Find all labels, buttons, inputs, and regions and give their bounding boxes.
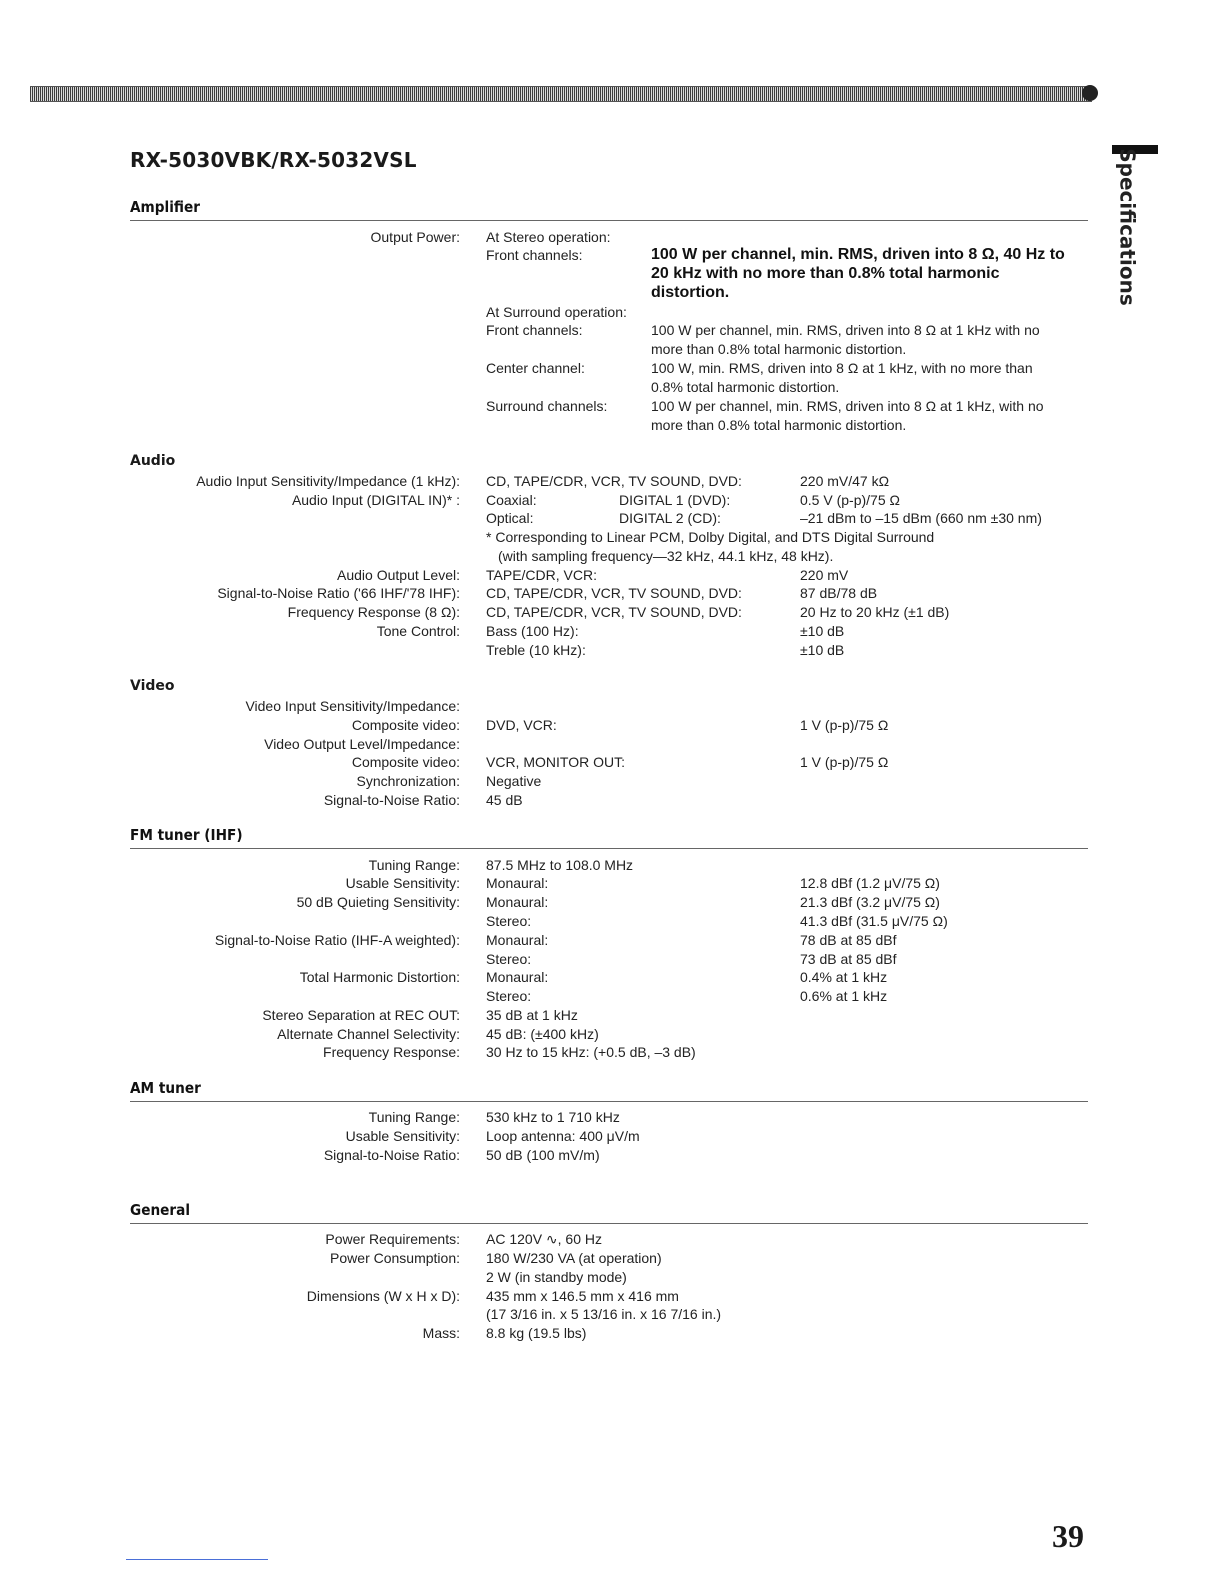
fm-snr-mono-value: 78 dB at 85 dBf — [800, 932, 897, 948]
section-am-tuner-title: AM tuner — [130, 1079, 201, 1097]
optical-value: –21 dBm to –15 dBm (660 nm ±30 nm) — [800, 510, 1042, 526]
audio-freq-sources: CD, TAPE/CDR, VCR, TV SOUND, DVD: — [486, 604, 742, 620]
model-title: RX-5030VBK/RX-5032VSL — [130, 148, 417, 172]
power-consumption-label: Power Consumption: — [330, 1250, 460, 1266]
stereo-front-spec: 100 W per channel, min. RMS, driven into 8 Ω, 40 Hz to — [651, 246, 1065, 263]
fm-thd-stereo-value: 0.6% at 1 kHz — [800, 988, 888, 1004]
front-channels-label: Front channels: — [486, 247, 583, 263]
fm-usable-value: 12.8 dBf (1.2 μV/75 Ω) — [800, 875, 940, 891]
audio-input-sensitivity-label: Audio Input Sensitivity/Impedance (1 kHz): — [196, 473, 460, 489]
page-number: 39 — [1052, 1518, 1084, 1554]
footer-link-line — [126, 1559, 268, 1560]
stereo-front-spec-3: distortion. — [651, 284, 730, 301]
am-snr-label: Signal-to-Noise Ratio: — [323, 1147, 460, 1163]
am-range-value: 530 kHz to 1 710 kHz — [486, 1109, 620, 1125]
video-input-sources: DVD, VCR: — [486, 717, 557, 733]
dimensions-inches: (17 3/16 in. x 5 13/16 in. x 16 7/16 in.) — [486, 1306, 722, 1322]
fm-quieting-stereo: Stereo: — [486, 913, 532, 929]
section-amplifier-title: Amplifier — [130, 198, 200, 216]
fm-snr-stereo: Stereo: — [486, 951, 532, 967]
digital2-label: DIGITAL 2 (CD): — [619, 510, 721, 526]
fm-snr-stereo-value: 73 dB at 85 dBf — [800, 951, 897, 967]
center-channel-spec: 100 W, min. RMS, driven into 8 Ω at 1 kHz, with no more than — [651, 360, 1033, 376]
fm-thd-label: Total Harmonic Distortion: — [299, 969, 460, 985]
header-rule — [30, 86, 1092, 102]
fm-usable-mode: Monaural: — [486, 875, 549, 891]
audio-output-level-label: Audio Output Level: — [337, 567, 460, 583]
fm-freq-label: Frequency Response: — [323, 1044, 460, 1060]
optical-label: Optical: — [486, 510, 534, 526]
power-requirements-label: Power Requirements: — [325, 1231, 460, 1247]
audio-freq-label: Frequency Response (8 Ω): — [287, 604, 460, 620]
video-output-value: 1 V (p-p)/75 Ω — [800, 754, 889, 770]
audio-freq-value: 20 Hz to 20 kHz (±1 dB) — [800, 604, 950, 620]
sync-value: Negative — [486, 773, 542, 789]
fm-snr-mono: Monaural: — [486, 932, 549, 948]
audio-output-value: 220 mV — [800, 567, 849, 583]
audio-snr-sources: CD, TAPE/CDR, VCR, TV SOUND, DVD: — [486, 585, 742, 601]
fm-thd-stereo: Stereo: — [486, 988, 532, 1004]
sync-label: Synchronization: — [356, 773, 460, 789]
am-usable-value: Loop antenna: 400 μV/m — [486, 1128, 640, 1144]
audio-snr-label: Signal-to-Noise Ratio ('66 IHF/'78 IHF): — [217, 585, 460, 601]
stereo-operation: At Stereo operation: — [486, 229, 611, 245]
digital-footnote: * Corresponding to Linear PCM, Dolby Digital, and DTS Digital Surround — [486, 529, 935, 545]
video-input-composite-label: Composite video: — [351, 717, 460, 733]
audio-digital-in-label: Audio Input (DIGITAL IN)* : — [291, 492, 460, 508]
surround-channels-spec: 100 W per channel, min. RMS, driven into 8 Ω at 1 kHz, with no — [651, 398, 1044, 414]
digital1-label: DIGITAL 1 (DVD): — [619, 492, 731, 508]
fm-thd-mono: Monaural: — [486, 969, 549, 985]
audio-output-sources: TAPE/CDR, VCR: — [486, 567, 597, 583]
surround-channels-label: Surround channels: — [486, 398, 608, 414]
coaxial-value: 0.5 V (p-p)/75 Ω — [800, 492, 900, 508]
video-output-label: Video Output Level/Impedance: — [264, 736, 460, 752]
power-consumption-standby: 2 W (in standby mode) — [486, 1269, 627, 1285]
surround-channels-spec-2: more than 0.8% total harmonic distortion. — [651, 417, 907, 433]
digital-footnote-2: (with sampling frequency—32 kHz, 44.1 kHz, 48 kHz). — [498, 548, 834, 564]
fm-snr-label: Signal-to-Noise Ratio (IHF-A weighted): — [214, 932, 460, 948]
am-snr-value: 50 dB (100 mV/m) — [486, 1147, 600, 1163]
dimensions-label: Dimensions (W x H x D): — [306, 1288, 460, 1304]
fm-selectivity-label: Alternate Channel Selectivity: — [277, 1026, 460, 1042]
fm-range-value: 87.5 MHz to 108.0 MHz — [486, 857, 634, 873]
fm-separation-label: Stereo Separation at REC OUT: — [262, 1007, 460, 1023]
fm-quieting-stereo-value: 41.3 dBf (31.5 μV/75 Ω) — [800, 913, 948, 929]
power-consumption-value: 180 W/230 VA (at operation) — [486, 1250, 662, 1266]
am-range-label: Tuning Range: — [368, 1109, 460, 1125]
fm-quieting-mono-value: 21.3 dBf (3.2 μV/75 Ω) — [800, 894, 940, 910]
video-input-label: Video Input Sensitivity/Impedance: — [245, 698, 460, 714]
mass-value: 8.8 kg (19.5 lbs) — [486, 1325, 587, 1341]
section-fm-tuner — [130, 826, 1088, 849]
audio-input-sensitivity-value: 220 mV/47 kΩ — [800, 473, 890, 489]
center-channel-label: Center channel: — [486, 360, 585, 376]
stereo-front-spec-2: 20 kHz with no more than 0.8% total harmonic — [651, 265, 1000, 282]
header-rule-end-dot — [1082, 85, 1098, 101]
fm-usable-label: Usable Sensitivity: — [345, 875, 460, 891]
fm-quieting-label: 50 dB Quieting Sensitivity: — [296, 894, 460, 910]
section-am-tuner — [130, 1079, 1088, 1102]
video-snr-value: 45 dB — [486, 792, 523, 808]
video-output-sources: VCR, MONITOR OUT: — [486, 754, 625, 770]
fm-selectivity-value: 45 dB: (±400 kHz) — [486, 1026, 599, 1042]
bass-value: ±10 dB — [800, 623, 845, 639]
subsection-video: Video — [130, 678, 175, 694]
section-amplifier — [130, 198, 1088, 221]
video-output-composite-label: Composite video: — [351, 754, 460, 770]
coaxial-label: Coaxial: — [486, 492, 537, 508]
surround-front-label: Front channels: — [486, 322, 583, 338]
audio-snr-value: 87 dB/78 dB — [800, 585, 878, 601]
subsection-audio: Audio — [130, 453, 176, 469]
section-general-title: General — [130, 1201, 191, 1219]
section-general — [130, 1201, 1088, 1224]
side-tab-label: Specifications — [1116, 148, 1141, 306]
surround-operation: At Surround operation: — [486, 304, 627, 320]
surround-front-spec: 100 W per channel, min. RMS, driven into 8 Ω at 1 kHz with no — [651, 322, 1040, 338]
output-power-label: Output Power: — [370, 229, 460, 245]
video-snr-label: Signal-to-Noise Ratio: — [323, 792, 460, 808]
fm-range-label: Tuning Range: — [368, 857, 460, 873]
dimensions-mm: 435 mm x 146.5 mm x 416 mm — [486, 1288, 679, 1304]
power-requirements-value: AC 120V ∿, 60 Hz — [486, 1231, 603, 1247]
treble-value: ±10 dB — [800, 642, 845, 658]
audio-input-sources: CD, TAPE/CDR, VCR, TV SOUND, DVD: — [486, 473, 742, 489]
side-tab — [1096, 148, 1160, 306]
section-fm-tuner-title: FM tuner (IHF) — [130, 826, 243, 844]
am-usable-label: Usable Sensitivity: — [345, 1128, 460, 1144]
center-channel-spec-2: 0.8% total harmonic distortion. — [651, 379, 840, 395]
fm-separation-value: 35 dB at 1 kHz — [486, 1007, 578, 1023]
mass-label: Mass: — [422, 1325, 460, 1341]
treble-label: Treble (10 kHz): — [486, 642, 586, 658]
bass-label: Bass (100 Hz): — [486, 623, 579, 639]
fm-thd-mono-value: 0.4% at 1 kHz — [800, 969, 888, 985]
fm-quieting-mono: Monaural: — [486, 894, 549, 910]
surround-front-spec-2: more than 0.8% total harmonic distortion. — [651, 341, 907, 357]
video-input-value: 1 V (p-p)/75 Ω — [800, 717, 889, 733]
fm-freq-value: 30 Hz to 15 kHz: (+0.5 dB, –3 dB) — [486, 1044, 696, 1060]
tone-control-label: Tone Control: — [376, 623, 460, 639]
